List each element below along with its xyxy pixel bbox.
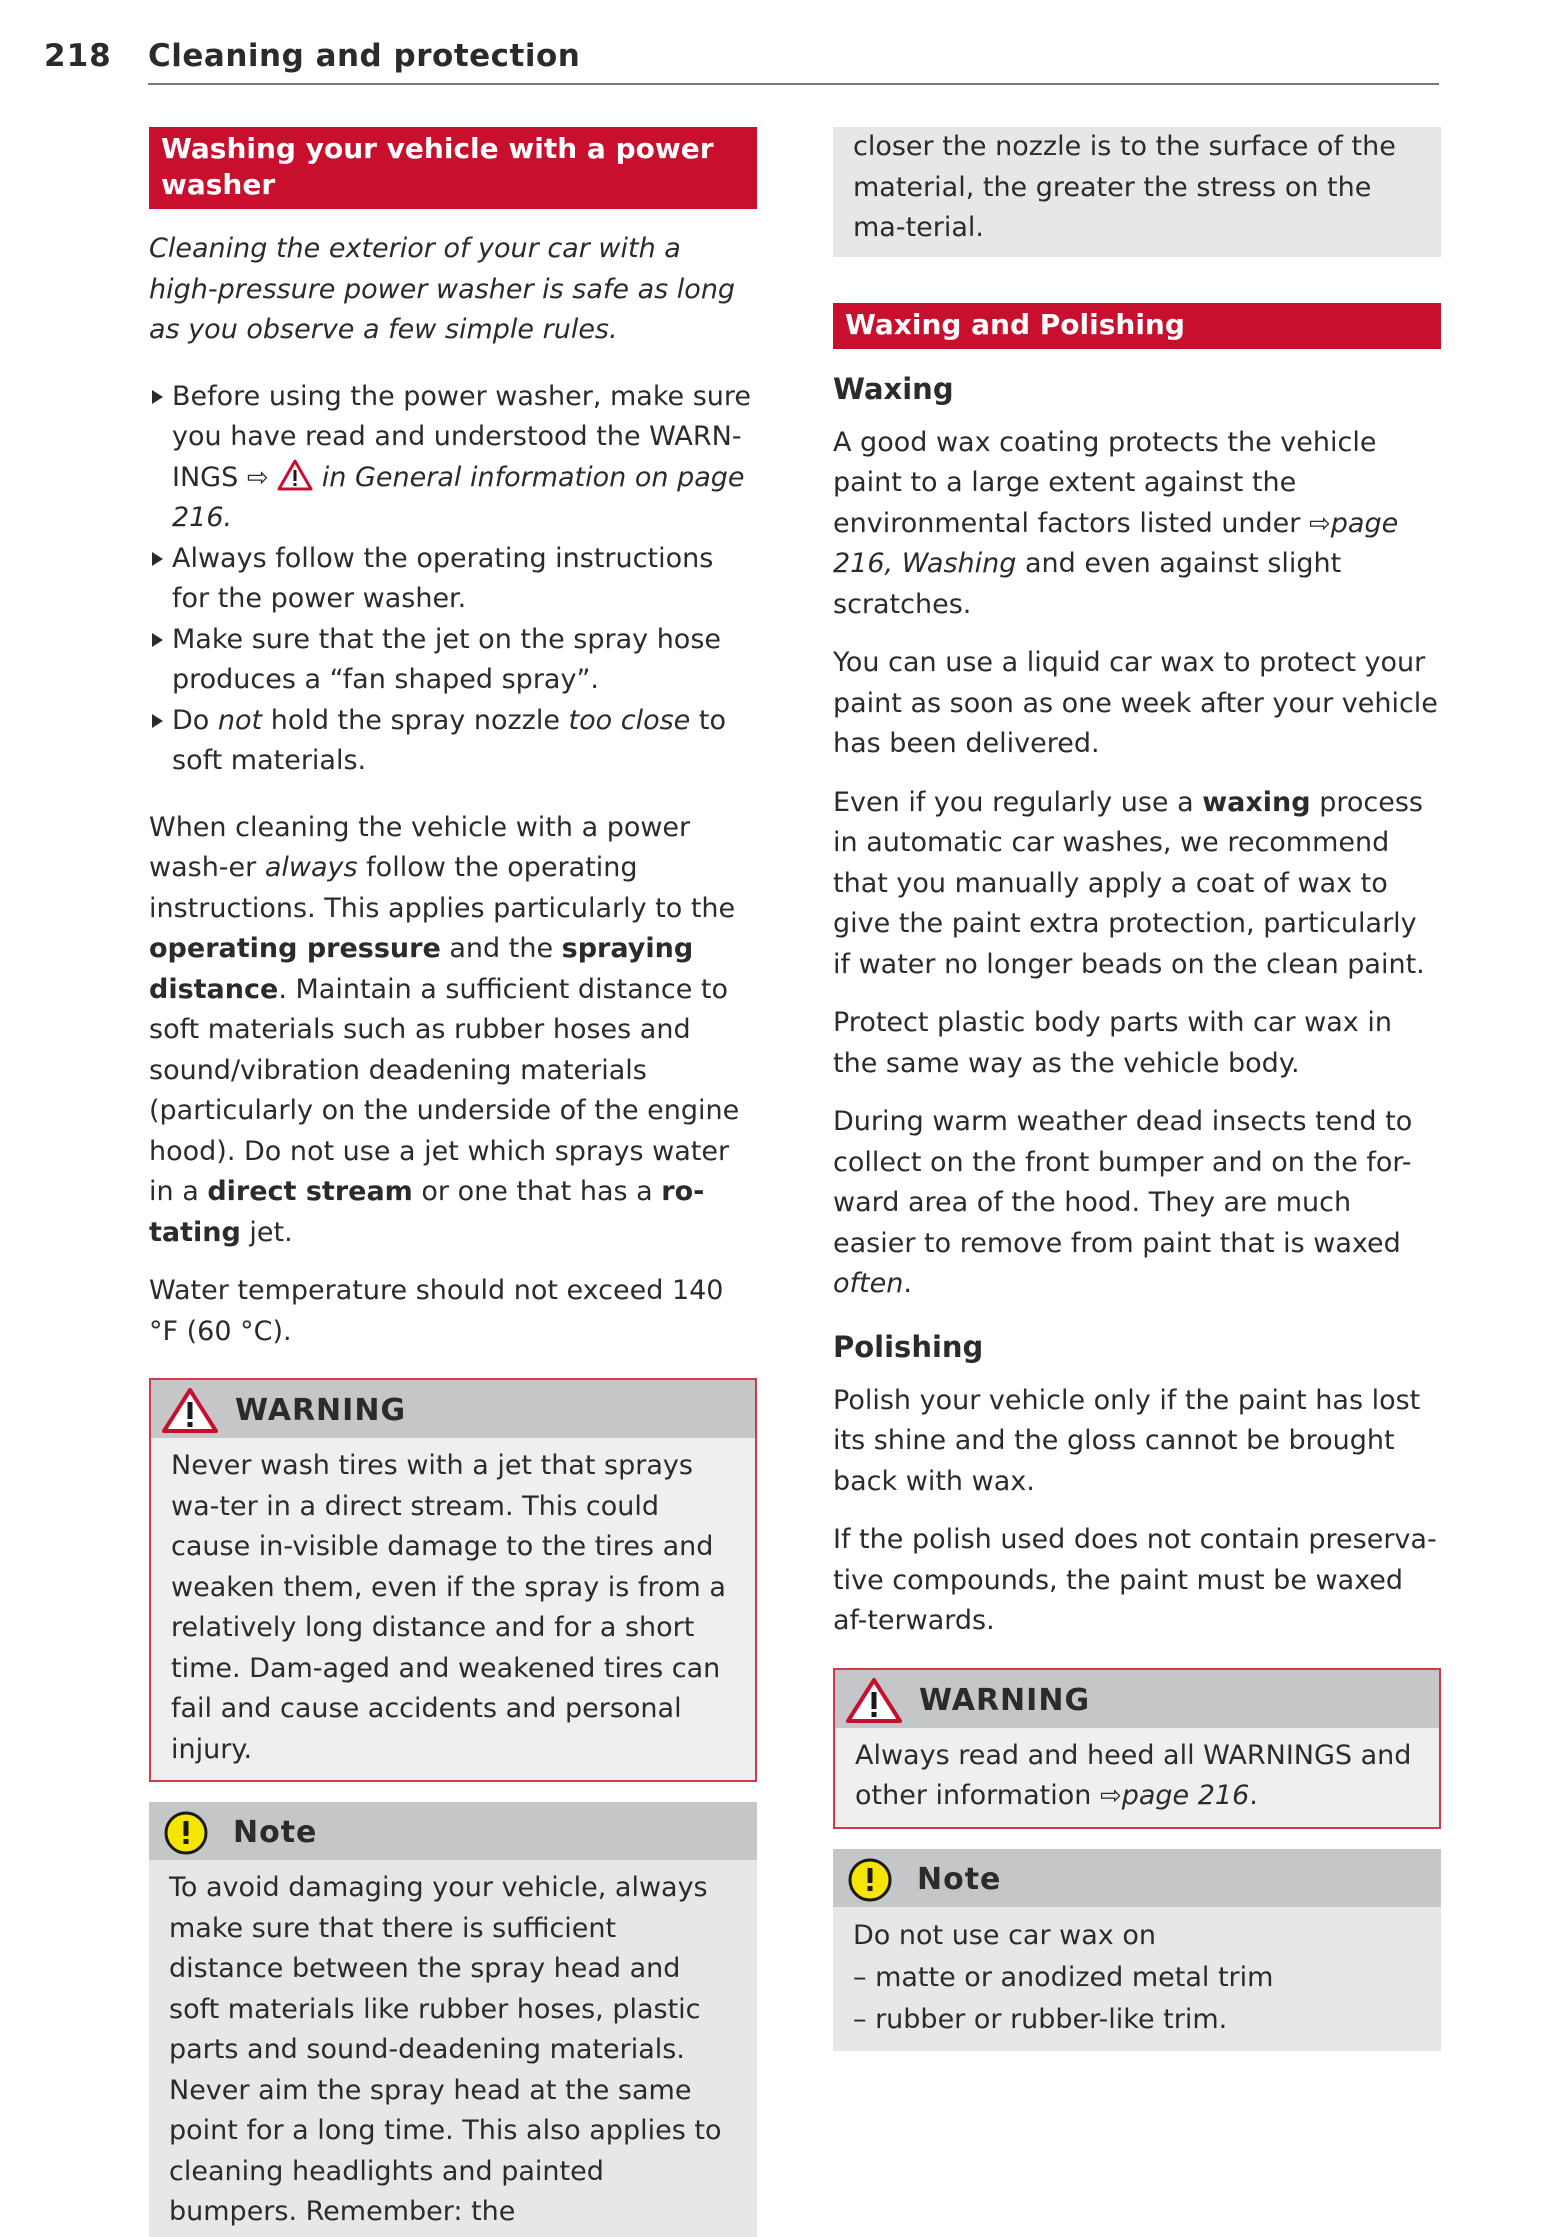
warning-triangle-icon	[845, 1676, 903, 1724]
body-paragraph: You can use a liquid car wax to protect your paint as soon as one week after your vehicle has been delivered.	[833, 647, 1438, 759]
header-divider	[148, 83, 1439, 85]
note-box	[833, 1849, 1441, 2051]
chapter-title: Cleaning and protection	[148, 38, 581, 74]
page-ref-arrow-icon: ⇨	[1099, 1781, 1122, 1811]
note-text: To avoid damaging your vehicle, always make sure that there is sufficient distance between the spray head and soft materials like rubber hoses, plastic parts and sound-deadening materials. Never aim the spray head at the same point for a long time. This also applies to cleaning headlights and painted bumpers. Remember: the	[169, 1872, 722, 2227]
note-text: closer the nozzle is to the surface of the material, the greater the stress on the ma-terial.	[853, 131, 1396, 243]
warning-triangle-icon	[277, 459, 313, 491]
list-item: Make sure that the jet on the spray hose produces a “fan shaped spray”.	[149, 620, 757, 701]
note-list-item: – rubber or rubber-like trim.	[853, 2003, 1228, 2035]
note-header	[149, 1802, 757, 1860]
page-header	[44, 38, 1439, 86]
right-column	[833, 127, 1441, 2051]
warning-box	[833, 1668, 1441, 1829]
list-item: Always follow the operating instructions for the power washer.	[149, 539, 757, 620]
body-paragraph: Water temperature should not exceed 140 °F (60 °C).	[149, 1275, 724, 1347]
list-item: Before using the power washer, make sure you have read and understood the WARN-INGS ⇨ in General information on page 216.	[149, 377, 757, 539]
bullet-arrow-icon	[152, 552, 163, 566]
page-reference-link[interactable]: page 216, Washing	[833, 507, 1399, 579]
warning-triangle-icon	[161, 1386, 219, 1434]
heading-polishing: Polishing	[833, 1329, 984, 1364]
note-label: Note	[917, 1861, 1002, 1897]
note-continued-box	[833, 127, 1441, 257]
note-list-item: – matte or anodized metal trim	[853, 1961, 1274, 1993]
section-title-waxing-polishing: Waxing and Polishing	[833, 303, 1441, 349]
note-header	[833, 1849, 1441, 1907]
page-reference-link[interactable]: page 216	[1121, 1780, 1250, 1811]
note-box	[149, 1802, 757, 2237]
exclamation-circle-icon	[159, 1808, 213, 1858]
body-paragraph: Protect plastic body parts with car wax in the same way as the vehicle body.	[833, 1007, 1392, 1079]
bullet-arrow-icon	[152, 390, 163, 404]
body-paragraph: A good wax coating protects the vehicle paint to a large extent against the environmental factors listed under ⇨page 216, Washing and even against slight scratches.	[833, 426, 1399, 620]
bullet-arrow-icon	[152, 714, 163, 728]
warning-header	[835, 1670, 1439, 1728]
left-column	[149, 127, 757, 2237]
body-paragraph: Even if you regularly use a waxing process in automatic car washes, we recommend that you manually apply a coat of wax to give the paint extra protection, particularly if water no longer beads on the clean paint.	[833, 786, 1425, 980]
body-paragraph: During warm weather dead insects tend to collect on the front bumper and on the for-ward area of the hood. They are much easier to remove from paint that is waxed often.	[833, 1106, 1413, 1299]
body-paragraph: If the polish used does not contain preserva-tive compounds, the paint must be waxed af-terwards.	[833, 1524, 1437, 1636]
bullet-arrow-icon	[152, 633, 163, 647]
heading-waxing: Waxing	[833, 371, 954, 406]
page-number: 218	[44, 38, 112, 74]
intro-text: Cleaning the exterior of your car with a high-pressure power washer is safe as long as you observe a few simple rules.	[149, 233, 736, 345]
page-ref-arrow-icon: ⇨	[1308, 508, 1331, 539]
warning-text: Never wash tires with a jet that sprays wa-ter in a direct stream. This could cause in-visible damage to the tires and weaken them, even if the spray is from a relatively long distance and for a short time. Dam-aged and weakened tires can fail and cause accidents and personal injury.	[171, 1450, 726, 1765]
instruction-list	[149, 377, 757, 782]
list-item: Do not hold the spray nozzle too close to soft materials.	[149, 701, 757, 782]
warning-label: WARNING	[235, 1393, 407, 1428]
note-label: Note	[233, 1815, 318, 1850]
exclamation-circle-icon	[843, 1855, 897, 1905]
warning-header	[151, 1380, 755, 1438]
warning-label: WARNING	[919, 1682, 1091, 1718]
body-paragraph: When cleaning the vehicle with a power wash-er always follow the operating instructions. This applies particularly to the operating pressure and the spraying distance. Maintain a sufficient distance to soft materials such as rubber hoses and sound/vibration deadening materials (particularly on the underside of the engine hood). Do not use a jet which sprays water in a direct stream or one that has a ro-tating jet.	[149, 811, 740, 1248]
warning-text: Always read and heed all WARNINGS and other information ⇨page 216.	[855, 1739, 1412, 1811]
page-ref-arrow-icon: ⇨	[246, 462, 269, 493]
warning-box	[149, 1378, 757, 1782]
body-paragraph: Polish your vehicle only if the paint has lost its shine and the gloss cannot be brought back with wax.	[833, 1384, 1421, 1497]
page-reference-link[interactable]: in General information on page 216.	[172, 461, 745, 533]
section-title-power-washer: Washing your vehicle with a power washer	[149, 127, 757, 209]
note-text: Do not use car wax on	[853, 1919, 1156, 1951]
